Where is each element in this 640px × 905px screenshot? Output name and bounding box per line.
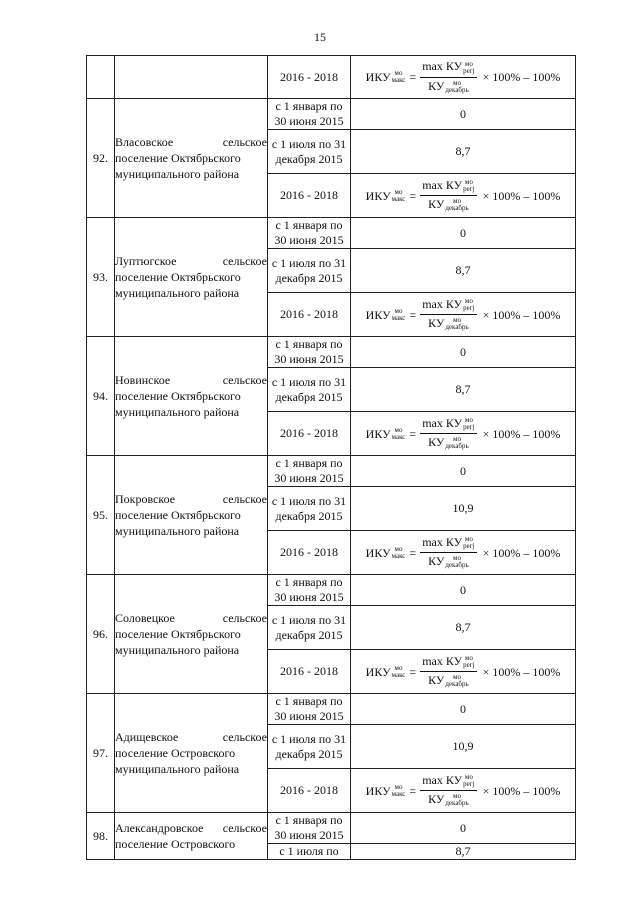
formula-max: max [422, 296, 443, 311]
index-formula [366, 298, 561, 332]
formula-numer: КУ [445, 296, 463, 311]
row-number: 95. [87, 456, 115, 575]
formula-lhs-sup: мо [394, 663, 403, 672]
settlement-name-line: Новинское сельское поселение Октябрьского [115, 373, 267, 403]
period-h2-2015: с 1 июля по 31 декабря 2015 [268, 130, 351, 174]
settlement-name [115, 337, 268, 456]
period-2016-2018: 2016 - 2018 [268, 769, 351, 813]
formula-equals: = [409, 664, 417, 679]
table-row [87, 56, 576, 99]
formula-numer-sup: мо [464, 416, 473, 424]
value-h2-2015: 8,7 [351, 844, 576, 860]
formula-cell [351, 293, 576, 337]
formula-cell [351, 531, 576, 575]
formula-rest: × 100% – 100% [482, 664, 561, 679]
formula-rest: × 100% – 100% [482, 307, 561, 322]
period-h1-2015: с 1 января по 30 июня 2015 [268, 813, 351, 844]
formula-numer-sub: регj [463, 542, 475, 550]
value-h2-2015: 8,7 [351, 606, 576, 650]
period-h1-2015: с 1 января по 30 июня 2015 [268, 218, 351, 249]
index-formula [366, 774, 561, 808]
formula-lhs-sup: мо [394, 306, 403, 315]
formula-denom-sup: мо [453, 554, 461, 563]
formula-rest: × 100% – 100% [482, 70, 561, 84]
formula-lhs: ИКУ [365, 307, 391, 322]
value-h1-2015: 0 [351, 813, 576, 844]
formula-numer-sub: регj [463, 185, 475, 193]
formula-denom-sup: мо [453, 792, 461, 801]
row-number: 92. [87, 99, 115, 218]
formula-numer-sub: регj [463, 661, 475, 669]
settlement-name-district: муниципального района [115, 167, 240, 181]
formula-fraction [420, 774, 476, 808]
formula-denom: КУ [428, 78, 445, 93]
formula-numer: КУ [445, 415, 463, 430]
row-number-cell [87, 56, 115, 99]
settlement-name-district: муниципального района [115, 762, 240, 776]
formula-lhs: ИКУ [365, 188, 391, 203]
formula-lhs-sup: мо [394, 187, 403, 196]
formula-denom-sub: декабрь [445, 799, 469, 808]
settlement-name [115, 694, 268, 813]
period-2016-2018: 2016 - 2018 [268, 293, 351, 337]
settlement-name [115, 575, 268, 694]
formula-denom-sup: мо [453, 197, 461, 206]
formula-lhs: ИКУ [365, 426, 391, 441]
formula-numer: КУ [445, 59, 463, 74]
formula-numer-sup: мо [464, 535, 473, 543]
formula-denom-sup: мо [453, 316, 461, 325]
period-h1-2015: с 1 января по 30 июня 2015 [268, 99, 351, 130]
formula-lhs-sub: макс [391, 551, 406, 560]
page-number: 15 [314, 30, 326, 44]
settlement-name-line: Власовское сельское поселение Октябрьского [115, 135, 267, 165]
formula-fraction [420, 536, 476, 570]
row-number: 97. [87, 694, 115, 813]
value-h2-2015: 10,9 [351, 725, 576, 769]
formula-max: max [422, 177, 443, 192]
settlement-name [115, 99, 268, 218]
formula-lhs: ИКУ [365, 70, 391, 84]
settlement-name [115, 456, 268, 575]
formula-numer: КУ [445, 534, 463, 549]
value-h1-2015: 0 [351, 575, 576, 606]
formula-equals: = [409, 307, 417, 322]
formula-numer-sub: регj [463, 66, 475, 75]
settlement-name-cell [115, 56, 268, 99]
value-h2-2015: 10,9 [351, 487, 576, 531]
formula-denom-sub: декабрь [445, 204, 469, 213]
formula-numer-sub: регj [463, 423, 475, 431]
period-h2-2015: с 1 июля по [268, 844, 351, 860]
formula-equals: = [409, 70, 417, 84]
settlement-name-district: муниципального района [115, 286, 240, 300]
settlement-name-line: Покровское сельское поселение Октябрьского [115, 492, 267, 522]
table-row [87, 813, 576, 844]
settlement-name-line: Соловецкое сельское поселение Октябрьского [115, 611, 267, 641]
settlement-name-line: Адищевское сельское поселение Островского [115, 730, 267, 760]
formula-rest: × 100% – 100% [482, 426, 561, 441]
period-2016-2018: 2016 - 2018 [268, 174, 351, 218]
formula-denom: КУ [428, 197, 445, 211]
formula-cell [351, 174, 576, 218]
period-h2-2015: с 1 июля по 31 декабря 2015 [268, 606, 351, 650]
formula-denom-sub: декабрь [445, 442, 469, 451]
value-h2-2015: 8,7 [351, 130, 576, 174]
formula-denom: КУ [428, 673, 445, 687]
formula-lhs-sup: мо [394, 69, 403, 77]
formula-rest: × 100% – 100% [482, 188, 561, 203]
formula-numer-sup: мо [464, 59, 473, 68]
table-row [87, 337, 576, 368]
formula-equals: = [409, 783, 417, 798]
formula-numer-sub: регj [463, 304, 475, 312]
index-formula [366, 536, 561, 570]
period-h2-2015: с 1 июля по 31 декабря 2015 [268, 487, 351, 531]
formula-rest: × 100% – 100% [482, 783, 561, 798]
formula-lhs-sub: макс [391, 194, 406, 203]
formula-fraction [420, 655, 476, 689]
formula-max: max [422, 59, 443, 74]
formula-lhs: ИКУ [365, 783, 391, 798]
formula-max: max [422, 534, 443, 549]
settlement-name-line: Александровское сельское поселение Островского [115, 821, 267, 851]
formula-lhs-sup: мо [394, 782, 403, 791]
value-h2-2015: 8,7 [351, 368, 576, 412]
formula-cell [351, 56, 576, 99]
table-row [87, 456, 576, 487]
tariff-table [86, 55, 576, 860]
formula-lhs-sub: макс [391, 313, 406, 322]
formula-lhs-sub: макс [391, 76, 406, 84]
row-number: 93. [87, 218, 115, 337]
index-formula [366, 417, 561, 451]
period-cell: 2016 - 2018 [268, 56, 351, 99]
formula-fraction [420, 417, 476, 451]
formula-lhs-sub: макс [391, 432, 406, 441]
formula-cell [351, 769, 576, 813]
period-h2-2015: с 1 июля по 31 декабря 2015 [268, 368, 351, 412]
formula-fraction [420, 179, 476, 213]
formula-denom-sub: декабрь [445, 85, 469, 94]
formula-denom: КУ [428, 554, 445, 568]
formula-denom-sup: мо [453, 673, 461, 682]
formula-max: max [422, 772, 443, 787]
period-h2-2015: с 1 июля по 31 декабря 2015 [268, 725, 351, 769]
row-number: 98. [87, 813, 115, 860]
value-h2-2015: 8,7 [351, 249, 576, 293]
period-2016-2018: 2016 - 2018 [268, 531, 351, 575]
settlement-name-line: Луптюгское сельское поселение Октябрьского [115, 254, 267, 284]
formula-cell [351, 412, 576, 456]
settlement-name-district: муниципального района [115, 524, 240, 538]
table-row [87, 99, 576, 130]
formula-numer-sup: мо [464, 773, 473, 781]
table-row [87, 218, 576, 249]
value-h1-2015: 0 [351, 99, 576, 130]
index-formula [366, 179, 561, 213]
formula-denom: КУ [428, 435, 445, 449]
formula-numer: КУ [445, 653, 463, 668]
value-h1-2015: 0 [351, 694, 576, 725]
formula-lhs-sub: макс [391, 670, 406, 679]
settlement-name-district: муниципального района [115, 405, 240, 419]
period-2016-2018: 2016 - 2018 [268, 650, 351, 694]
formula-numer-sup: мо [464, 654, 473, 662]
formula-fraction [420, 298, 476, 332]
period-2016-2018: 2016 - 2018 [268, 412, 351, 456]
index-formula [366, 655, 561, 689]
formula-denom-sub: декабрь [445, 680, 469, 689]
value-h1-2015: 0 [351, 218, 576, 249]
formula-numer-sup: мо [464, 178, 473, 186]
settlement-name [115, 813, 268, 860]
formula-denom-sub: декабрь [445, 561, 469, 570]
period-h1-2015: с 1 января по 30 июня 2015 [268, 456, 351, 487]
settlement-name [115, 218, 268, 337]
formula-max: max [422, 415, 443, 430]
formula-lhs: ИКУ [365, 664, 391, 679]
formula-equals: = [409, 545, 417, 560]
settlement-name-district: муниципального района [115, 643, 240, 657]
formula-denom-sub: декабрь [445, 323, 469, 332]
formula-lhs-sup: мо [394, 425, 403, 434]
table-row [87, 575, 576, 606]
formula-lhs-sup: мо [394, 544, 403, 553]
formula-denom-sup: мо [453, 435, 461, 444]
index-formula [366, 60, 561, 94]
period-h1-2015: с 1 января по 30 июня 2015 [268, 337, 351, 368]
value-h1-2015: 0 [351, 456, 576, 487]
formula-numer-sup: мо [464, 297, 473, 305]
period-h2-2015: с 1 июля по 31 декабря 2015 [268, 249, 351, 293]
formula-equals: = [409, 426, 417, 441]
formula-rest: × 100% – 100% [482, 545, 561, 560]
formula-max: max [422, 653, 443, 668]
row-number: 96. [87, 575, 115, 694]
period-h1-2015: с 1 января по 30 июня 2015 [268, 575, 351, 606]
formula-lhs-sub: макс [391, 789, 406, 798]
formula-numer: КУ [445, 772, 463, 787]
formula-numer-sub: регj [463, 780, 475, 788]
table-row [87, 694, 576, 725]
formula-fraction [420, 60, 476, 94]
formula-denom-sup: мо [453, 78, 461, 87]
period-h1-2015: с 1 января по 30 июня 2015 [268, 694, 351, 725]
formula-numer: КУ [445, 177, 463, 192]
formula-equals: = [409, 188, 417, 203]
formula-cell [351, 650, 576, 694]
formula-denom: КУ [428, 316, 445, 330]
formula-denom: КУ [428, 792, 445, 806]
row-number: 94. [87, 337, 115, 456]
formula-lhs: ИКУ [365, 545, 391, 560]
value-h1-2015: 0 [351, 337, 576, 368]
